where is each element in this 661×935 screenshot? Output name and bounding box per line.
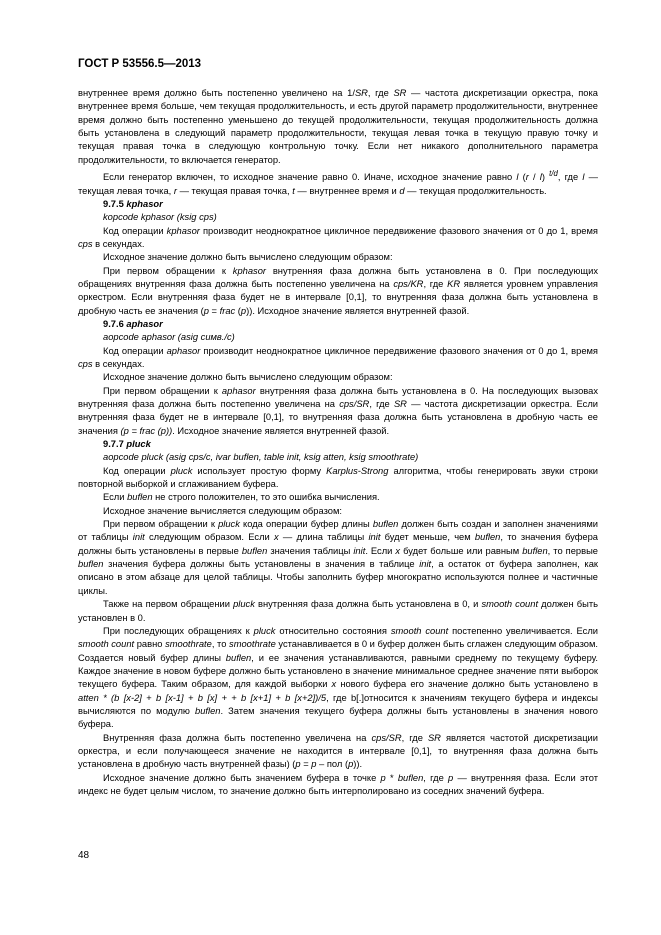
paragraph: Исходное значение должно быть значением буфера в точке p * buflen, где p — внутренняя фаза. Если этот индекс не будет целым числом, то значение должно быть интерполировано из соседних значений буфера. xyxy=(78,772,598,796)
paragraph: Исходное значение должно быть вычислено следующим образом: xyxy=(103,372,393,383)
paragraph: Исходное значение должно быть вычислено следующим образом: xyxy=(103,252,393,263)
paragraph: При первом обращении к pluck кода операции буфер длины buflen должен быть создан и заполнен значениями от таблицы init следующим образом. Если x — длина таблицы init будет меньше, чем buflen, то значения буфера должны быть установлены в первые buflen значения таблицы init. Если x будет больше или равным buflen, то первые buflen значения буфера должны быть установлены в значения в таблице init, а остаток от буфера заполнен, как описано в этом абзаце для целой таблицы. Чтобы заполнить буфер многократно используются полнее и частичные циклы. xyxy=(78,519,599,596)
paragraph: Внутренняя фаза должна быть постепенно увеличена на cps/SR, где SR является частотой дискретизации оркестра, и если получающееся значение не находится в интервале [0,1], то внутренняя фаза должна быть установлена в дробную часть внутренней фазы) (p = p – пол (p)). xyxy=(78,732,598,770)
paragraph: Код операции kphasor производит неоднократное цикличное передвижение фазового значения от 0 до 1, время cps в секундах. xyxy=(78,225,598,249)
document-body xyxy=(78,87,598,798)
document-header: ГОСТ Р 53556.5—2013 xyxy=(78,58,202,70)
paragraph: При первом обращении к kphasor внутренняя фаза должна быть установлена в 0. При последующих обращениях внутренняя фаза должна быть постепенно увеличена на cps/KR, где KR является уровнем управления оркестром. Если внутренняя фаза будет не в интервале [0,1], то внутренняя фаза должна быть установлена в дробную часть ее значения (p = frac (p)). Исходное значение является внутренней фазой. xyxy=(78,265,598,316)
paragraph: Исходное значение вычисляется следующим образом: xyxy=(103,505,342,516)
paragraph: Также на первом обращении pluck внутренняя фаза должна быть установлена в 0, и smooth count должен быть установлен в 0. xyxy=(78,599,598,623)
paragraph: При первом обращении к aphasor внутренняя фаза должна быть установлена в 0. На последующих вызовах внутренняя фаза должна быть постепенно увеличена на cps/SR, где SR — частота дискретизации оркестра. Если внутренняя фаза будет не в интервале [0,1], то внутренняя фаза должна быть установлена в дробную часть ее значения (p = frac (p)). Исходное значение является внутренней фазой. xyxy=(78,385,598,436)
page-number: 48 xyxy=(78,850,90,861)
opcode-signature: aopcode aphasor (asig симв./c) xyxy=(103,332,235,343)
section-heading: 9.7.5 kphasor xyxy=(103,198,163,209)
paragraph: При последующих обращениях к pluck относительно состояния smooth count постепенно увеличивается. Если smooth count равно smoothrate, то smoothrate устанавливается в 0 и буфер должен быть сглажен следующим образом. Создается новый буфер длины buflen, и ее значения устанавливаются, равными среднему по текущему буферу. Каждое значение в новом буфере должно быть установлено в значение минимальное среднее значение пяти выборок текущего буфера. Таким образом, для каждой выборки x нового буфера его значение должно быть установлено в atten * (b [x-2] + b [x-1] + b [x] + + b [x+1] + b [x+2])/5, где b[.]относится к значениям текущего буфера и индексы вычисляются по модулю buflen. Затем значения текущего буфера должны быть установлены в значения нового буфера. xyxy=(78,625,599,730)
section-heading: 9.7.7 pluck xyxy=(103,439,151,450)
section-heading: 9.7.6 aphasor xyxy=(103,318,163,329)
paragraph: Код операции pluck использует простую форму Karplus-Strong алгоритма, чтобы генерировать звуки строки повторной выборкой и сглаживанием буфера. xyxy=(78,465,599,490)
opcode-signature: kopcode kphasor (ksig cps) xyxy=(103,212,217,223)
paragraph: Код операции aphasor производит неоднократное цикличное передвижение фазового значения от 0 до 1, время cps в секундах. xyxy=(78,345,598,369)
paragraph: внутреннее время должно быть постепенно увеличено на 1/SR, где SR — частота дискретизации оркестра, пока внутреннее время больше, чем текущая продолжительность, и есть другой параметр продолжительности, внутреннее время должно быть постепенно уменьшено до текущей продолжительности, текущая продолжительность должна быть установлена в следующий параметр продолжительности, текущая левая точка в текущую правую точку и текущая правая точка в следующую контрольную точку. Если нет никакого дополнительного параметра продолжительности, то включается генератор. xyxy=(78,88,598,165)
paragraph: Если генератор включен, то исходное значение равно 0. Иначе, исходное значение равно l (r / l) $^{t/d}$, где l — текущая левая точка, r — текущая правая точка, t — внутреннее время и d — текущая продолжительность. xyxy=(78,169,598,196)
paragraph: Если buflen не строго положителен, то это ошибка вычисления. xyxy=(103,492,380,503)
opcode-signature: aopcode pluck (asig cps/c, ivar buflen, table init, ksig atten, ksig smoothrate) xyxy=(103,452,419,463)
